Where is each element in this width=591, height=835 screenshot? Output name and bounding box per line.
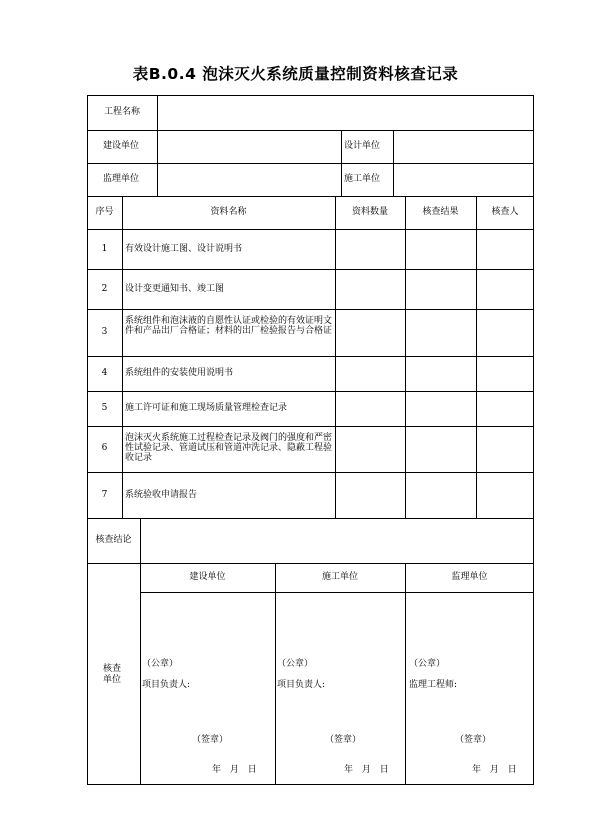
builder-unit-label: 施工单位 bbox=[344, 174, 381, 184]
row-name: 系统组件的安装使用说明书 bbox=[125, 368, 234, 378]
row-name: 系统组件和泡沫液的自愿性认证或检验的有效证明文件和产品出厂合格证；材料的出厂检验报告与合格证 bbox=[125, 316, 333, 336]
project-name-label: 工程名称 bbox=[103, 107, 140, 117]
row-name: 系统验收申请报告 bbox=[125, 490, 198, 500]
responsible-person-label: 监理工程师: bbox=[409, 680, 458, 690]
row-no: 7 bbox=[101, 490, 108, 500]
row-no: 5 bbox=[101, 403, 108, 413]
official-seal-label: （公章） bbox=[142, 659, 179, 669]
date-label: 年 月 日 bbox=[472, 765, 517, 775]
responsible-person-label: 项目负责人: bbox=[277, 680, 326, 690]
row-name: 施工许可证和施工现场质量管理检查记录 bbox=[125, 403, 288, 413]
row-no: 1 bbox=[101, 244, 108, 254]
responsible-person-label: 项目负责人: bbox=[142, 680, 191, 690]
row-name: 设计变更通知书、竣工图 bbox=[125, 284, 225, 294]
row-no: 2 bbox=[101, 284, 108, 294]
row-no: 4 bbox=[101, 368, 108, 378]
date-label: 年 月 日 bbox=[212, 765, 257, 775]
signature-label: （签章） bbox=[325, 735, 362, 745]
col-name-header: 资料名称 bbox=[210, 207, 247, 217]
signature-label: （签章） bbox=[455, 735, 492, 745]
row-name: 有效设计施工图、设计说明书 bbox=[125, 244, 243, 254]
page-title: 表B.0.4 泡沫灭火系统质量控制资料核查记录 bbox=[132, 65, 459, 83]
supervision-unit-label: 监理单位 bbox=[103, 174, 140, 184]
sign-unit-header: 监理单位 bbox=[451, 572, 488, 582]
row-name: 泡沫灭火系统施工过程检查记录及阀门的强度和严密性试验记录、管道试压和管道冲洗记录、隐蔽工程验收记录 bbox=[125, 433, 333, 463]
sign-unit-header: 施工单位 bbox=[321, 572, 358, 582]
official-seal-label: （公章） bbox=[277, 659, 314, 669]
official-seal-label: （公章） bbox=[409, 659, 446, 669]
col-qty-header: 资料数量 bbox=[351, 207, 388, 217]
conclusion-label: 核查结论 bbox=[95, 535, 132, 545]
col-no-header: 序号 bbox=[95, 207, 114, 217]
construction-unit-label: 建设单位 bbox=[103, 141, 140, 151]
sign-unit-header: 建设单位 bbox=[189, 572, 226, 582]
col-checker-header: 核查人 bbox=[491, 207, 519, 217]
col-result-header: 核查结果 bbox=[422, 207, 459, 217]
sign-section-label: 核查单位 bbox=[102, 664, 121, 685]
design-unit-label: 设计单位 bbox=[344, 141, 381, 151]
date-label: 年 月 日 bbox=[344, 765, 389, 775]
signature-label: （签章） bbox=[192, 735, 229, 745]
row-no: 3 bbox=[101, 327, 108, 337]
row-no: 6 bbox=[101, 443, 108, 453]
